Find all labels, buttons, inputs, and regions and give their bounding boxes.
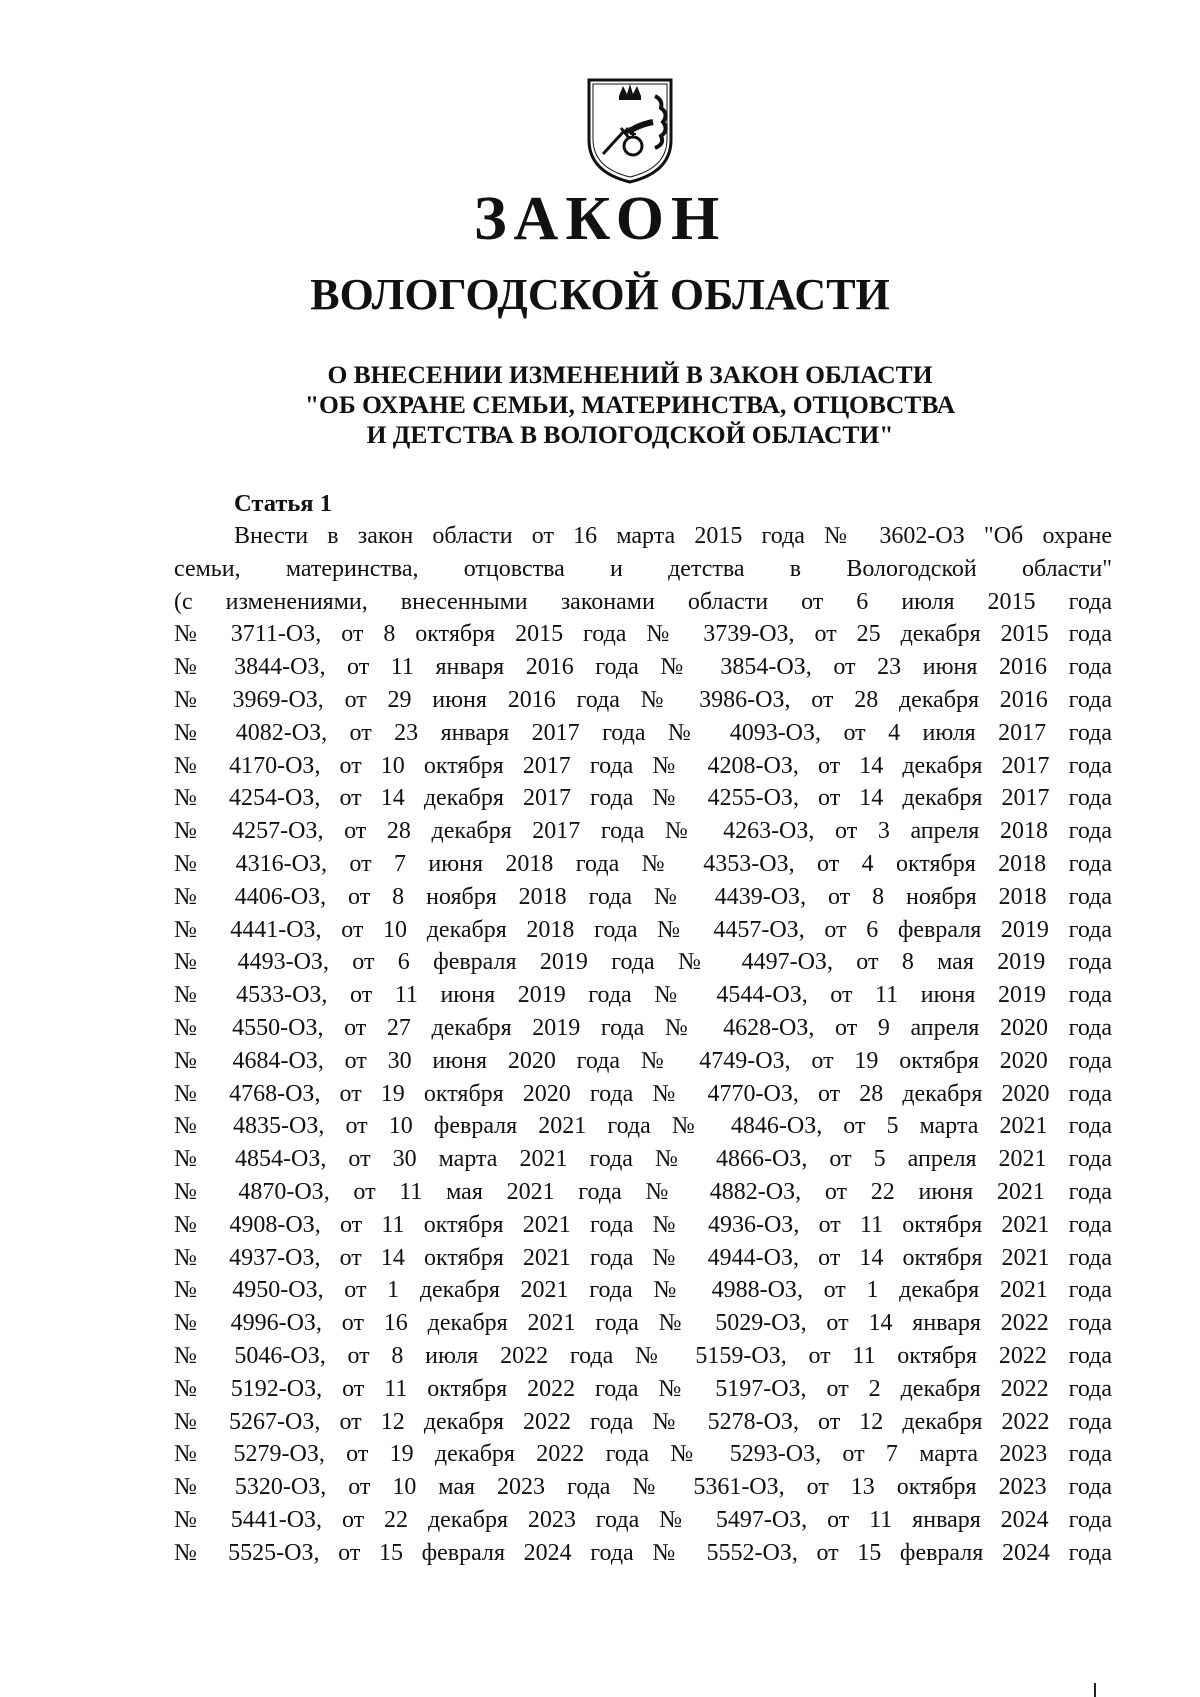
- article-line: № 3844-ОЗ, от 11 января 2016 года № 3854-ОЗ, от 23 июня 2016 года: [174, 654, 1112, 681]
- article-line: № 5441-ОЗ, от 22 декабря 2023 года № 5497-ОЗ, от 11 января 2024 года: [174, 1506, 1112, 1533]
- article-line: № 4493-ОЗ, от 6 февраля 2019 года № 4497-ОЗ, от 8 мая 2019 года: [174, 949, 1112, 976]
- article-line: № 4937-ОЗ, от 14 октября 2021 года № 4944-ОЗ, от 14 октября 2021 года: [174, 1244, 1112, 1271]
- article-line: № 5046-ОЗ, от 8 июля 2022 года № 5159-ОЗ, от 11 октября 2022 года: [174, 1342, 1112, 1369]
- article-line: № 3969-ОЗ, от 29 июня 2016 года № 3986-ОЗ, от 28 декабря 2016 года: [174, 686, 1112, 713]
- article-line: семьи, материнства, отцовства и детства в Вологодской области": [174, 555, 1112, 582]
- vologda-coat-of-arms-icon: [585, 76, 675, 186]
- document-title: ЗАКОН: [473, 185, 727, 253]
- law-heading-line: "ОБ ОХРАНЕ СЕМЬИ, МАТЕРИНСТВА, ОТЦОВСТВА: [304, 390, 956, 419]
- article-line: № 4254-ОЗ, от 14 декабря 2017 года № 4255-ОЗ, от 14 декабря 2017 года: [174, 785, 1112, 812]
- article-line: № 4996-ОЗ, от 16 декабря 2021 года № 5029-ОЗ, от 14 января 2022 года: [174, 1310, 1112, 1337]
- law-heading: [260, 360, 1000, 450]
- article-line: № 4684-ОЗ, от 30 июня 2020 года № 4749-ОЗ, от 19 октября 2020 года: [174, 1047, 1112, 1074]
- article-label: Статья 1: [234, 490, 332, 517]
- article-line: № 5525-ОЗ, от 15 февраля 2024 года № 5552-ОЗ, от 15 февраля 2024 года: [174, 1539, 1112, 1566]
- article-line: № 5267-ОЗ, от 12 декабря 2022 года № 5278-ОЗ, от 12 декабря 2022 года: [174, 1408, 1112, 1435]
- article-line: № 5279-ОЗ, от 19 декабря 2022 года № 5293-ОЗ, от 7 марта 2023 года: [174, 1441, 1112, 1468]
- article-line: Внести в закон области от 16 марта 2015 года № 3602-ОЗ "Об охране: [234, 523, 1112, 549]
- article-body: [174, 520, 1112, 1570]
- article-line: № 4950-ОЗ, от 1 декабря 2021 года № 4988-ОЗ, от 1 декабря 2021 года: [174, 1277, 1112, 1304]
- article-line: № 3711-ОЗ, от 8 октября 2015 года № 3739-ОЗ, от 25 декабря 2015 года: [174, 621, 1112, 648]
- article-line: № 5320-ОЗ, от 10 мая 2023 года № 5361-ОЗ, от 13 октября 2023 года: [174, 1474, 1112, 1501]
- article-line: № 4082-ОЗ, от 23 января 2017 года № 4093-ОЗ, от 4 июля 2017 года: [174, 719, 1112, 746]
- article-line: № 4316-ОЗ, от 7 июня 2018 года № 4353-ОЗ, от 4 октября 2018 года: [174, 850, 1112, 877]
- law-heading-line: И ДЕТСТВА В ВОЛОГОДСКОЙ ОБЛАСТИ": [366, 420, 894, 449]
- article-line: № 4768-ОЗ, от 19 октября 2020 года № 4770-ОЗ, от 28 декабря 2020 года: [174, 1080, 1112, 1107]
- article-line: № 4908-ОЗ, от 11 октября 2021 года № 4936-ОЗ, от 11 октября 2021 года: [174, 1211, 1112, 1238]
- document-subtitle: ВОЛОГОДСКОЙ ОБЛАСТИ: [310, 270, 890, 319]
- scan-mark: [1094, 1683, 1096, 1697]
- article-line: № 4257-ОЗ, от 28 декабря 2017 года № 4263-ОЗ, от 3 апреля 2018 года: [174, 818, 1112, 845]
- law-heading-line: О ВНЕСЕНИИ ИЗМЕНЕНИЙ В ЗАКОН ОБЛАСТИ: [327, 360, 933, 389]
- article-line: № 5192-ОЗ, от 11 октября 2022 года № 5197-ОЗ, от 2 декабря 2022 года: [174, 1375, 1112, 1402]
- article-line: № 4441-ОЗ, от 10 декабря 2018 года № 4457-ОЗ, от 6 февраля 2019 года: [174, 916, 1112, 943]
- article-line: (с изменениями, внесенными законами области от 6 июля 2015 года: [174, 588, 1112, 615]
- article-line: № 4406-ОЗ, от 8 ноября 2018 года № 4439-ОЗ, от 8 ноября 2018 года: [174, 883, 1112, 910]
- article-line: № 4170-ОЗ, от 10 октября 2017 года № 4208-ОЗ, от 14 декабря 2017 года: [174, 752, 1112, 779]
- article-line: № 4870-ОЗ, от 11 мая 2021 года № 4882-ОЗ, от 22 июня 2021 года: [174, 1178, 1112, 1205]
- article-line: № 4854-ОЗ, от 30 марта 2021 года № 4866-ОЗ, от 5 апреля 2021 года: [174, 1146, 1112, 1173]
- article-line: № 4533-ОЗ, от 11 июня 2019 года № 4544-ОЗ, от 11 июня 2019 года: [174, 982, 1112, 1009]
- article-line: № 4835-ОЗ, от 10 февраля 2021 года № 4846-ОЗ, от 5 марта 2021 года: [174, 1113, 1112, 1140]
- article-line: № 4550-ОЗ, от 27 декабря 2019 года № 4628-ОЗ, от 9 апреля 2020 года: [174, 1014, 1112, 1041]
